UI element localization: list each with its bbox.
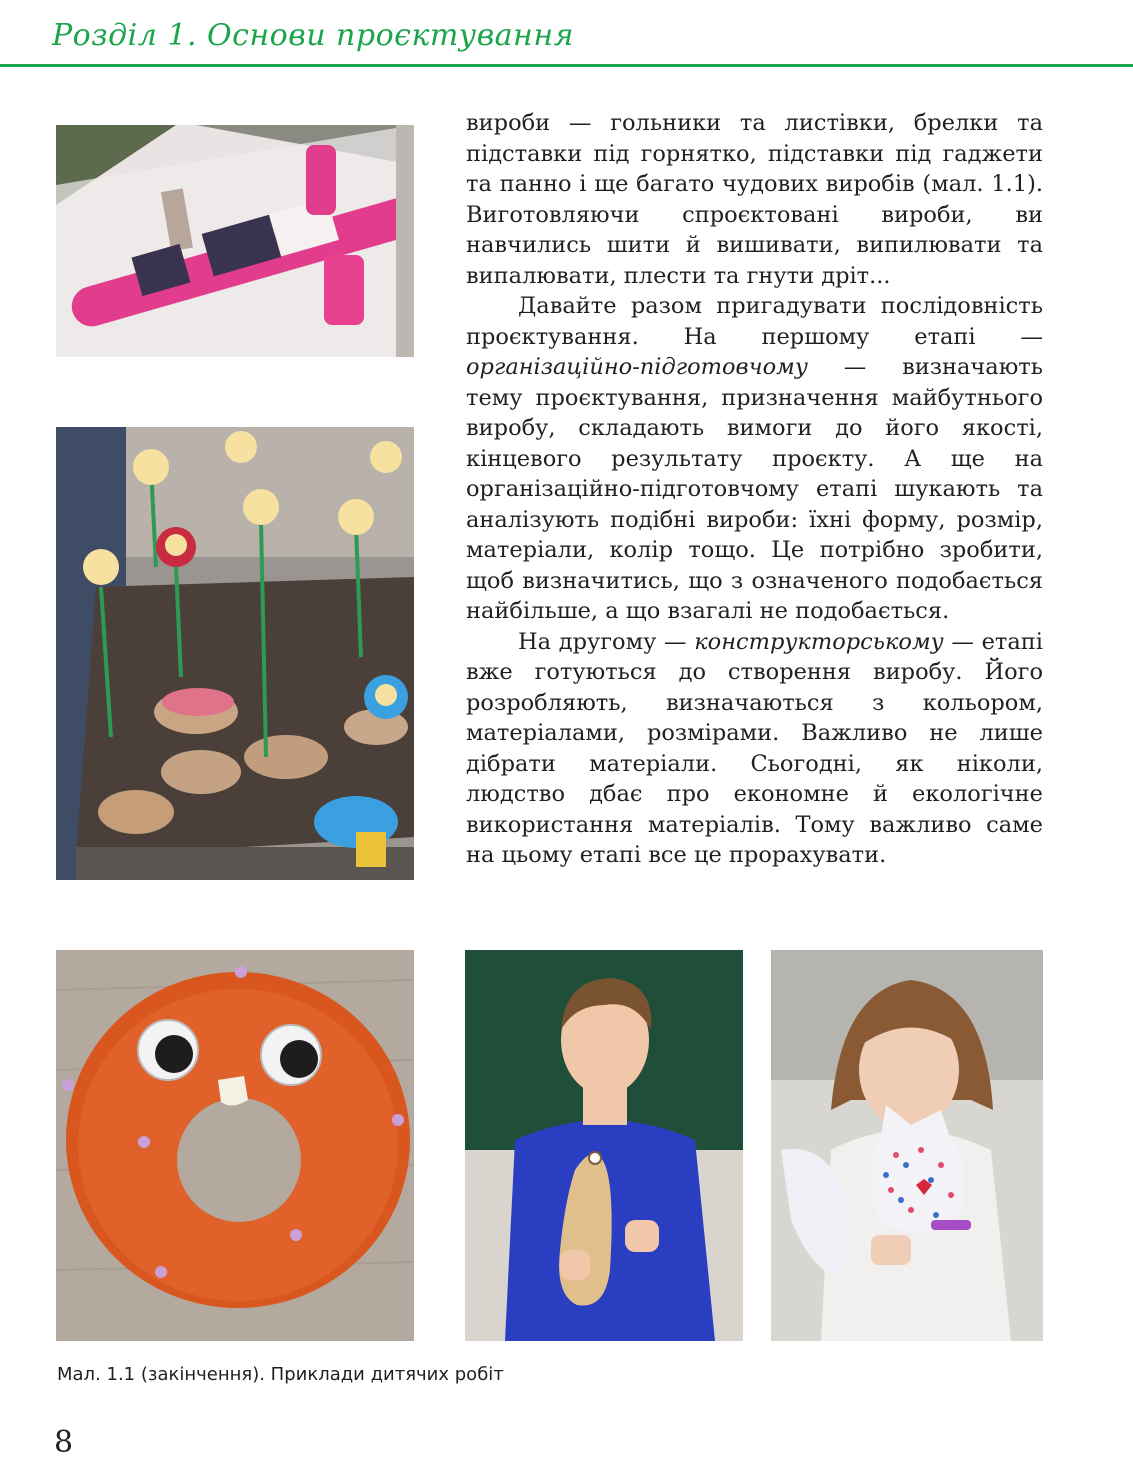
paragraph-3-start: На другому —	[518, 628, 695, 655]
paragraph-2-start: Давайте разом пригадувати послідовність проєктування. На першому етапі —	[466, 293, 1043, 350]
photo-boy-cutting-board	[465, 950, 743, 1341]
page-number: 8	[54, 1425, 74, 1460]
header-rule	[0, 64, 1133, 67]
paragraph-2-end: — визначають тему проєктування, призначення майбутнього виробу, складають вимоги до його якості, кінцевого результату проєкту. А ще на організаційно-підготовчому етапі шукають та аналізують подібні вироби: їхні форму, розмір, матеріали, колір тощо. Це потрібно зробити, щоб визначитись, що з означеного подобається найбільше, а що взагалі не подобається.	[466, 354, 1043, 624]
paragraph-3	[466, 627, 1043, 871]
term-organizational: організаційно-підготовчому	[466, 354, 808, 380]
paragraph-1: вироби — гольники та листівки, брелки та підставки під горнятко, підставки під гаджети та панно і ще багато чудових виробів (мал. 1.1). Виготовляючи спроєктовані вироби, ви навчились шити й вишивати, випилювати та випалювати, плести та гнути дріт...	[466, 110, 1043, 289]
photo-girl-fabric-cat	[771, 950, 1043, 1341]
body-text	[466, 108, 1043, 871]
figure-caption: Мал. 1.1 (закінчення). Приклади дитячих робіт	[57, 1364, 504, 1385]
term-design: конструкторському	[694, 628, 944, 655]
photo-candle-flowers	[56, 427, 414, 880]
chapter-title: Розділ 1. Основи проєктування	[52, 18, 574, 53]
photo-felt-donut	[56, 950, 414, 1341]
paragraph-2	[466, 291, 1043, 627]
paragraph-3-end: — етапі вже готуються до створення виробу. Його розробляють, визначаються з кольором, матеріалами, розмірами. Важливо не лише дібрати матеріали. Сьогодні, як ніколи, людство дбає про економне й екологічне використання матеріалів. Тому важливо саме на цьому етапі все це прорахувати.	[466, 628, 1043, 868]
photo-fabric-toy	[56, 125, 414, 357]
